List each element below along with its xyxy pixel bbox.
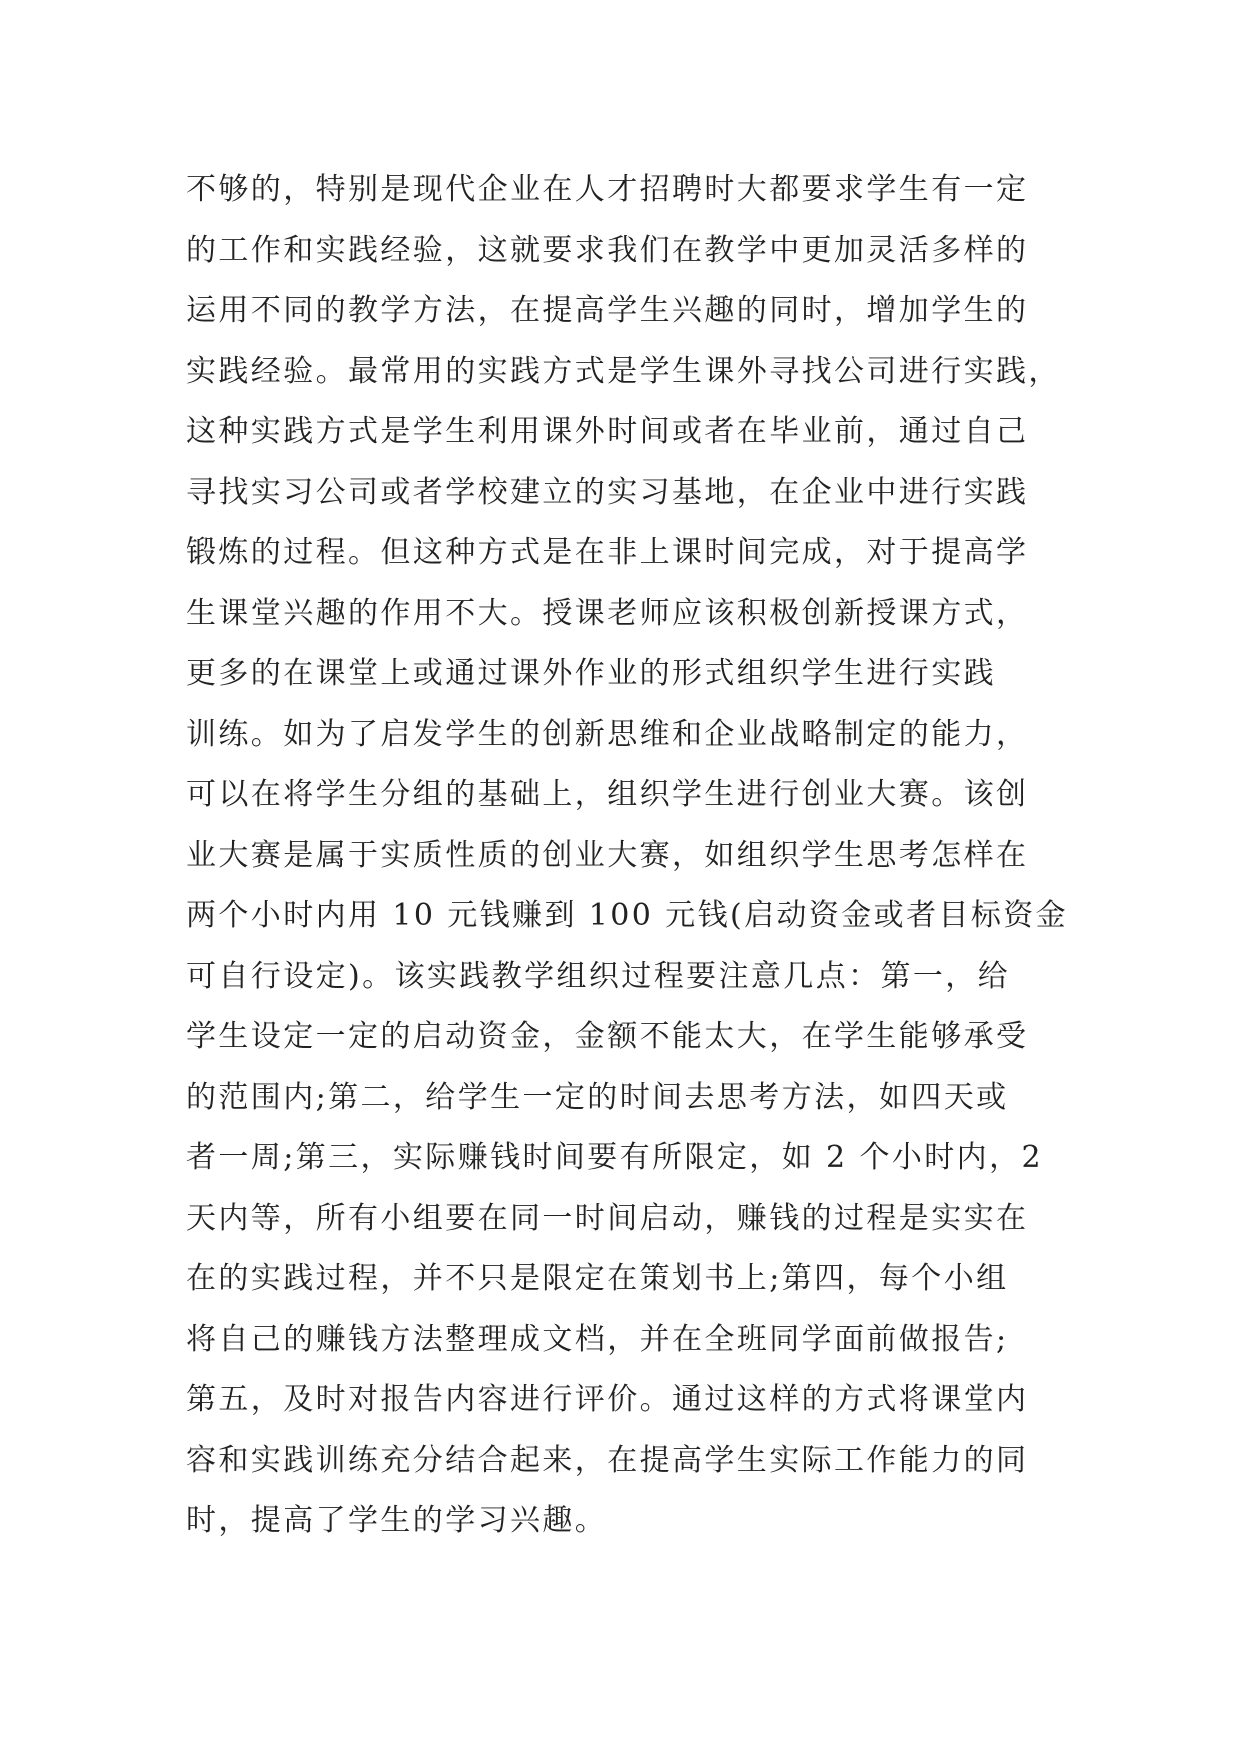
- text-line: 在的实践过程，并不只是限定在策划书上;第四，每个小组: [186, 1261, 1009, 1296]
- text-line: 更多的在课堂上或通过课外作业的形式组织学生进行实践: [186, 656, 996, 691]
- text-line: 的范围内;第二，给学生一定的时间去思考方法，如四天或: [186, 1079, 1009, 1115]
- body-paragraph: [186, 160, 1069, 1552]
- text-line: 运用不同的教学方法，在提高学生兴趣的同时，增加学生的: [186, 293, 1029, 328]
- text-line: 的工作和实践经验，这就要求我们在教学中更加灵活多样的: [186, 232, 1029, 268]
- text-line: 业大赛是属于实质性质的创业大赛，如组织学生思考怎样在: [186, 837, 1029, 873]
- text-line: 生课堂兴趣的作用不大。授课老师应该积极创新授课方式，: [186, 595, 1029, 631]
- text-line: 学生设定一定的启动资金，金额不能太大，在学生能够承受: [186, 1019, 1029, 1054]
- text-line: 时，提高了学生的学习兴趣。: [186, 1503, 608, 1538]
- text-line: 将自己的赚钱方法整理成文档，并在全班同学面前做报告;: [186, 1321, 1009, 1357]
- text-line: 第五，及时对报告内容进行评价。通过这样的方式将课堂内: [186, 1382, 1029, 1417]
- text-line: 寻找实习公司或者学校建立的实习基地，在企业中进行实践: [186, 474, 1029, 510]
- text-line: 容和实践训练充分结合起来，在提高学生实际工作能力的同: [186, 1442, 1029, 1478]
- text-line: 可自行设定)。该实践教学组织过程要注意几点：第一，给: [186, 958, 1011, 994]
- text-line: 两个小时内用 10 元钱赚到 100 元钱(启动资金或者目标资金: [186, 898, 1069, 933]
- text-line: 不够的，特别是现代企业在人才招聘时大都要求学生有一定: [186, 172, 1029, 207]
- text-line: 可以在将学生分组的基础上，组织学生进行创业大赛。该创: [186, 777, 1029, 812]
- text-line: 锻炼的过程。但这种方式是在非上课时间完成，对于提高学: [186, 535, 1029, 570]
- text-line: 训练。如为了启发学生的创新思维和企业战略制定的能力，: [186, 716, 1029, 752]
- text-line: 这种实践方式是学生利用课外时间或者在毕业前，通过自己: [186, 414, 1029, 449]
- text-line: 天内等，所有小组要在同一时间启动，赚钱的过程是实实在: [186, 1200, 1029, 1236]
- text-line: 实践经验。最常用的实践方式是学生课外寻找公司进行实践，: [186, 353, 1061, 389]
- text-line: 者一周;第三，实际赚钱时间要有所限定，如 2 个小时内，2: [186, 1140, 1043, 1175]
